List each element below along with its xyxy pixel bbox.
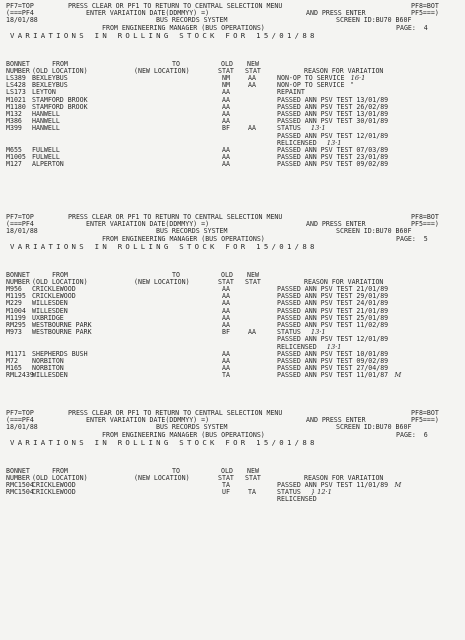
bonnet-number: M72 — [6, 357, 18, 365]
report-banner: VARIATIONS IN ROLLING STOCK FOR 15/01/88 — [10, 241, 318, 251]
old-location: CRICKLEWOOD — [32, 292, 76, 301]
col-old-2: STAT — [218, 277, 234, 286]
page-number: PAGE: 4 — [396, 23, 428, 32]
bonnet-number: RM295 — [6, 321, 26, 329]
pf8-label: PF8=BOT — [411, 409, 439, 417]
old-status: AA — [222, 299, 230, 308]
old-location: WESTBOURNE PARK — [32, 328, 92, 337]
instruction-line: PRESS CLEAR OR PF1 TO RETURN TO CENTRAL SELECTION MENU — [68, 2, 283, 10]
old-status: AA — [222, 110, 230, 118]
old-location: HANWELL — [32, 124, 60, 133]
old-location: NORBITON — [32, 357, 64, 365]
variation-reason: PASSED ANN PSV TEST 25/01/89 — [277, 313, 389, 322]
handwritten-note: " — [350, 81, 354, 90]
bonnet-number: M1180 — [6, 102, 26, 111]
bonnet-number: M1195 — [6, 292, 26, 301]
variation-reason: PASSED ANN PSV TEST 30/01/89 — [277, 117, 389, 126]
variation-reason: PASSED ANN PSV TEST 10/01/89 — [277, 349, 389, 358]
col-bonnet-1: BONNET — [6, 59, 30, 68]
variation-reason: STATUS — [277, 488, 301, 497]
department-line: FROM ENGINEERING MANAGER (BUS OPERATIONS) — [102, 234, 265, 243]
old-status: UF — [222, 488, 230, 497]
old-status: AA — [222, 313, 230, 322]
department-line: FROM ENGINEERING MANAGER (BUS OPERATIONS) — [102, 430, 265, 439]
handwritten-note: 13·1 — [310, 328, 326, 337]
old-location: WILLESDEN — [32, 371, 68, 380]
bonnet-number: LS389 — [6, 74, 26, 82]
variation-reason: PASSED ANN PSV TEST 07/03/89 — [277, 146, 389, 154]
pf8-label: PF8=BOT — [411, 2, 439, 10]
variation-reason: PASSED ANN PSV TEST 12/01/89 — [277, 335, 389, 344]
bonnet-number: M1171 — [6, 349, 26, 358]
bonnet-number: M956 — [6, 285, 22, 293]
old-location: WESTBOURNE PARK — [32, 321, 92, 329]
bonnet-number: M1005 — [6, 153, 26, 162]
col-bonnet-2: NUMBER — [6, 473, 30, 482]
new-status: AA — [248, 124, 256, 133]
old-location: CRICKLEWOOD — [32, 481, 76, 489]
variation-date-prompt: ENTER VARIATION DATE(DDMMYY) =) — [86, 9, 210, 18]
old-status: AA — [222, 364, 230, 373]
bonnet-number: RML2439 — [6, 371, 34, 380]
bonnet-number: RMC1504 — [6, 481, 34, 489]
handwritten-note: 13·1 — [326, 342, 342, 351]
new-status: AA — [248, 328, 256, 337]
col-from-2: (OLD LOCATION) — [32, 473, 88, 482]
new-status: AA — [248, 81, 256, 90]
bonnet-number: M132 — [6, 110, 22, 118]
variation-reason: RELICENSED — [277, 138, 317, 147]
handwritten-note: M — [394, 481, 402, 489]
old-status: AA — [222, 146, 230, 154]
old-location: BEXLEYBUS — [32, 81, 68, 90]
old-status: BF — [222, 124, 230, 133]
variation-reason: PASSED ANN PSV TEST 09/02/89 — [277, 160, 389, 169]
report-date: 18/01/88 — [6, 227, 38, 236]
bonnet-number: M655 — [6, 146, 22, 154]
handwritten-note: M — [394, 371, 402, 380]
old-location: STAMFORD BROOK — [32, 95, 88, 104]
variation-reason: PASSED ANN PSV TEST 26/02/89 — [277, 102, 389, 111]
variation-reason: PASSED ANN PSV TEST 29/01/89 — [277, 292, 389, 301]
col-from-1: FROM — [52, 270, 68, 279]
variation-date-prompt: ENTER VARIATION DATE(DDMMYY) =) — [86, 220, 210, 229]
old-status: AA — [222, 153, 230, 162]
variation-reason: STATUS — [277, 124, 301, 133]
page-number: PAGE: 6 — [396, 430, 428, 439]
col-new-1: NEW — [247, 59, 259, 68]
report-banner: VARIATIONS IN ROLLING STOCK FOR 15/01/88 — [10, 30, 318, 40]
col-old-1: OLD — [221, 466, 233, 475]
col-to-2: (NEW LOCATION) — [134, 277, 190, 286]
old-location: HANWELL — [32, 110, 60, 118]
nav-pf4-label: (===PF4 — [6, 220, 34, 229]
old-status: AA — [222, 102, 230, 111]
col-bonnet-1: BONNET — [6, 466, 30, 475]
bonnet-number: M165 — [6, 364, 22, 373]
col-new-2: STAT — [245, 66, 261, 75]
old-status: AA — [222, 160, 230, 169]
system-name: BUS RECORDS SYSTEM — [156, 423, 228, 432]
variation-reason: PASSED ANN PSV TEST 13/01/89 — [277, 95, 389, 104]
bonnet-number: RMC1504 — [6, 488, 34, 497]
col-to-2: (NEW LOCATION) — [134, 473, 190, 482]
handwritten-note: 13·1 — [326, 138, 342, 147]
col-reason: REASON FOR VARIATION — [304, 277, 384, 286]
old-location: CRICKLEWOOD — [32, 488, 76, 497]
screen-id: SCREEN ID:BU70 B60F — [336, 16, 412, 25]
variation-reason: PASSED ANN PSV TEST 21/01/89 — [277, 285, 389, 293]
old-status: AA — [222, 321, 230, 329]
variation-reason: NON-OP TO SERVICE — [277, 81, 345, 90]
old-location: SHEPHERDS BUSH — [32, 349, 88, 358]
bonnet-number: M1004 — [6, 306, 26, 315]
old-status: AA — [222, 306, 230, 315]
col-old-1: OLD — [221, 270, 233, 279]
col-from-2: (OLD LOCATION) — [32, 277, 88, 286]
variation-reason: NON-OP TO SERVICE — [277, 74, 345, 82]
old-status: TA — [222, 371, 230, 380]
old-status: NM — [222, 74, 230, 82]
old-status: TA — [222, 481, 230, 489]
variation-reason: PASSED ANN PSV TEST 21/01/89 — [277, 306, 389, 315]
old-location: NORBITON — [32, 364, 64, 373]
col-from-1: FROM — [52, 59, 68, 68]
variation-reason: STATUS — [277, 328, 301, 337]
old-status: NM — [222, 81, 230, 90]
old-status: AA — [222, 349, 230, 358]
col-new-1: NEW — [247, 270, 259, 279]
old-status: AA — [222, 88, 230, 97]
old-status: AA — [222, 117, 230, 126]
bonnet-number: M973 — [6, 328, 22, 337]
handwritten-note: 16·1 — [350, 74, 366, 82]
handwritten-note: } 12·1 — [310, 488, 332, 497]
old-status: AA — [222, 285, 230, 293]
handwritten-note: 13·1 — [310, 124, 326, 133]
pf5-label: PF5===) — [411, 416, 439, 425]
col-bonnet-2: NUMBER — [6, 277, 30, 286]
new-status: AA — [248, 74, 256, 82]
nav-top-label: PF7=TOP — [6, 409, 34, 417]
system-name: BUS RECORDS SYSTEM — [156, 227, 228, 236]
col-to-1: TO — [172, 466, 180, 475]
pf5-label: PF5===) — [411, 220, 439, 229]
old-location: ALPERTON — [32, 160, 64, 169]
variation-reason: REPAINT — [277, 88, 305, 97]
old-status: BF — [222, 328, 230, 337]
press-enter-prompt: AND PRESS ENTER — [306, 220, 366, 229]
report-date: 18/01/88 — [6, 16, 38, 25]
old-status: AA — [222, 357, 230, 365]
press-enter-prompt: AND PRESS ENTER — [306, 416, 366, 425]
bonnet-number: M1021 — [6, 95, 26, 104]
variation-date-prompt: ENTER VARIATION DATE(DDMMYY) =) — [86, 416, 210, 425]
system-name: BUS RECORDS SYSTEM — [156, 16, 228, 25]
variation-reason: PASSED ANN PSV TEST 12/01/89 — [277, 131, 389, 140]
variation-reason: PASSED ANN PSV TEST 09/02/89 — [277, 357, 389, 365]
department-line: FROM ENGINEERING MANAGER (BUS OPERATIONS) — [102, 23, 265, 32]
nav-pf4-label: (===PF4 — [6, 416, 34, 425]
variation-reason: PASSED ANN PSV TEST 24/01/89 — [277, 299, 389, 308]
new-status: TA — [248, 488, 256, 497]
old-status: AA — [222, 292, 230, 301]
col-new-1: NEW — [247, 466, 259, 475]
variation-reason: PASSED ANN PSV TEST 11/02/89 — [277, 321, 389, 329]
col-new-2: STAT — [245, 277, 261, 286]
variation-reason: PASSED ANN PSV TEST 23/01/89 — [277, 153, 389, 162]
variation-reason: RELICENSED — [277, 495, 317, 504]
col-bonnet-1: BONNET — [6, 270, 30, 279]
col-to-1: TO — [172, 59, 180, 68]
report-date: 18/01/88 — [6, 423, 38, 432]
press-enter-prompt: AND PRESS ENTER — [306, 9, 366, 18]
col-from-1: FROM — [52, 466, 68, 475]
variation-reason: RELICENSED — [277, 342, 317, 351]
old-location: HANWELL — [32, 117, 60, 126]
bonnet-number: M1199 — [6, 313, 26, 322]
col-old-2: STAT — [218, 66, 234, 75]
col-reason: REASON FOR VARIATION — [304, 473, 384, 482]
screen-id: SCREEN ID:BU70 B60F — [336, 227, 412, 236]
bonnet-number: LS428 — [6, 81, 26, 90]
bonnet-number: LS173 — [6, 88, 26, 97]
report-banner: VARIATIONS IN ROLLING STOCK FOR 15/01/88 — [10, 437, 318, 447]
old-status: AA — [222, 95, 230, 104]
nav-top-label: PF7=TOP — [6, 2, 34, 10]
variation-reason: PASSED ANN PSV TEST 27/04/89 — [277, 364, 389, 373]
bonnet-number: M399 — [6, 124, 22, 133]
variation-reason: PASSED ANN PSV TEST 13/01/89 — [277, 110, 389, 118]
old-location: STAMFORD BROOK — [32, 102, 88, 111]
col-old-1: OLD — [221, 59, 233, 68]
variation-reason: PASSED ANN PSV TEST 11/01/87 — [277, 371, 389, 380]
col-reason: REASON FOR VARIATION — [304, 66, 384, 75]
old-location: FULWELL — [32, 153, 60, 162]
bonnet-number: M229 — [6, 299, 22, 308]
old-location: FULWELL — [32, 146, 60, 154]
bonnet-number: M127 — [6, 160, 22, 169]
old-location: WILLESDEN — [32, 306, 68, 315]
instruction-line: PRESS CLEAR OR PF1 TO RETURN TO CENTRAL SELECTION MENU — [68, 409, 283, 417]
col-new-2: STAT — [245, 473, 261, 482]
pf5-label: PF5===) — [411, 9, 439, 18]
old-location: UXBRIDGE — [32, 313, 64, 322]
col-bonnet-2: NUMBER — [6, 66, 30, 75]
bonnet-number: M386 — [6, 117, 22, 126]
variation-reason: PASSED ANN PSV TEST 11/01/89 — [277, 481, 389, 489]
pf8-label: PF8=BOT — [411, 213, 439, 221]
screen-id: SCREEN ID:BU70 B60F — [336, 423, 412, 432]
old-location: BEXLEYBUS — [32, 74, 68, 82]
nav-pf4-label: (===PF4 — [6, 9, 34, 18]
col-to-1: TO — [172, 270, 180, 279]
old-location: LEYTON — [32, 88, 56, 97]
col-from-2: (OLD LOCATION) — [32, 66, 88, 75]
nav-top-label: PF7=TOP — [6, 213, 34, 221]
col-to-2: (NEW LOCATION) — [134, 66, 190, 75]
page-number: PAGE: 5 — [396, 234, 428, 243]
old-location: WILLESDEN — [32, 299, 68, 308]
instruction-line: PRESS CLEAR OR PF1 TO RETURN TO CENTRAL SELECTION MENU — [68, 213, 283, 221]
old-location: CRICKLEWOOD — [32, 285, 76, 293]
col-old-2: STAT — [218, 473, 234, 482]
